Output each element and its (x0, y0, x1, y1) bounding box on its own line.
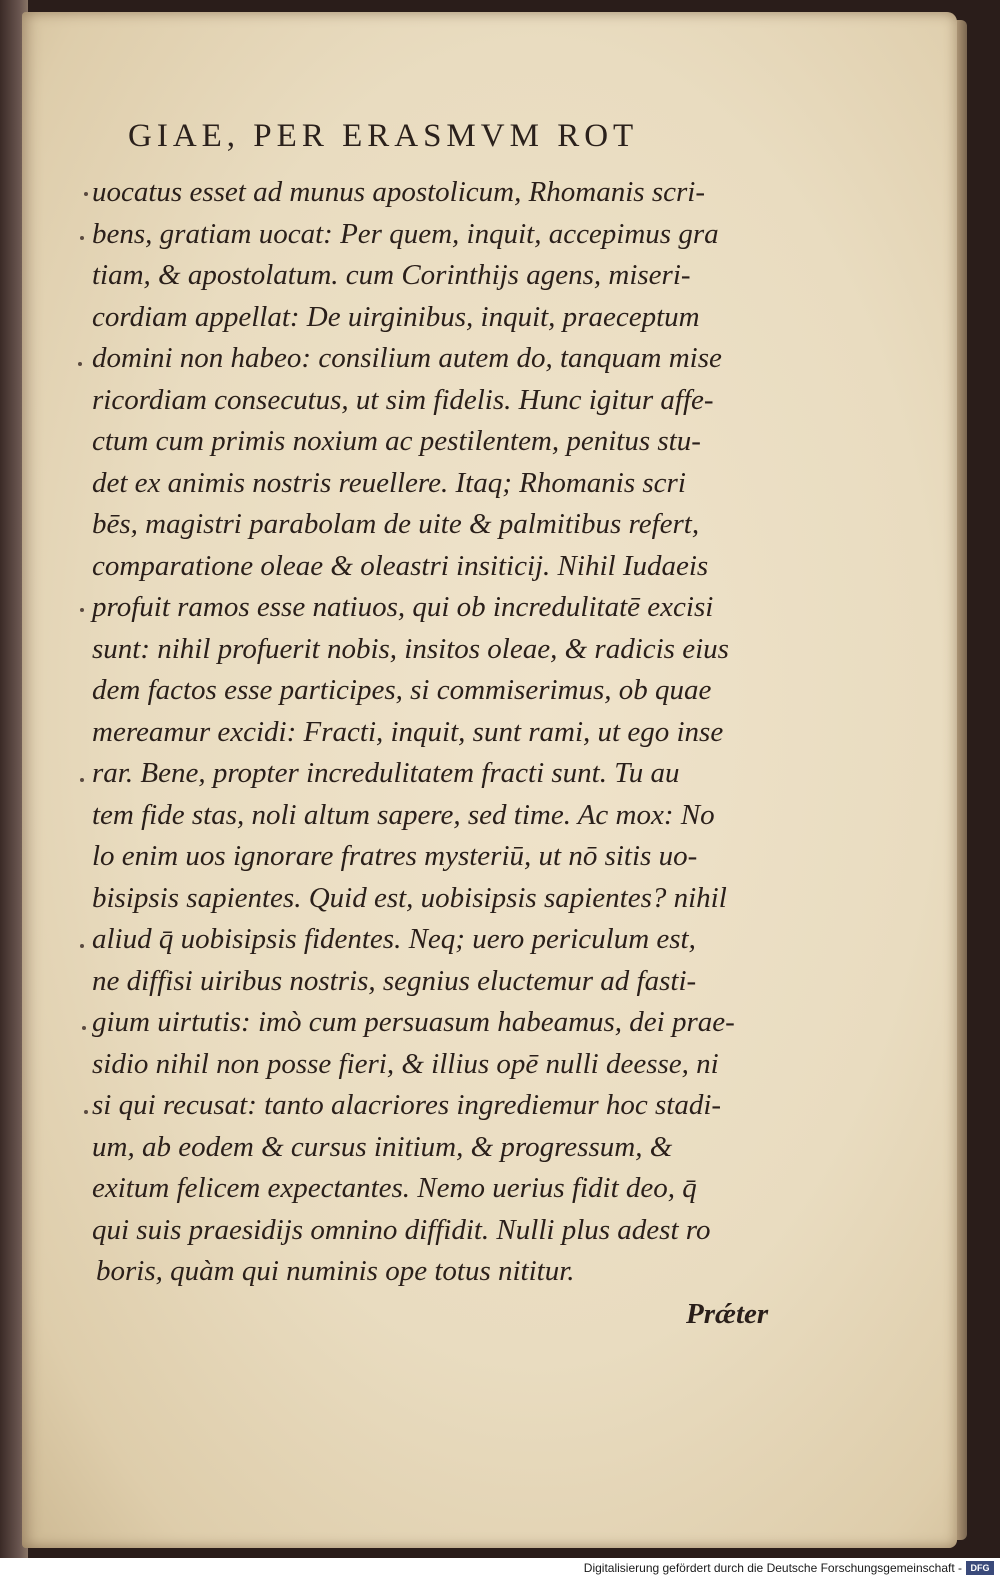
text-line: rar. Bene, propter incredulitatem fracti sunt. Tu au (92, 757, 680, 789)
text-line: si qui recusat: tanto alacriores ingrediemur hoc stadi- (92, 1089, 722, 1121)
text-line: bens, gratiam uocat: Per quem, inquit, accepimus gra (92, 217, 719, 250)
margin-mark (84, 192, 88, 196)
text-line: det ex animis nostris reuellere. Itaq; Rhomanis scri (92, 466, 686, 499)
text-line: lo enim uos ignorare fratres mysteriū, ut nō sitis uo- (92, 840, 698, 872)
body-text (92, 172, 782, 1293)
text-line: tiam, & apostolatum. cum Corinthijs agens, miseri- (92, 259, 691, 291)
text-line: dem factos esse participes, si commiserimus, ob quae (92, 674, 712, 706)
text-line: gium uirtutis: imò cum persuasum habeamus, dei prae- (92, 1006, 735, 1038)
catchword: Prǽter (686, 1298, 769, 1330)
running-head: GIAE, PER ERASMVM ROT (128, 118, 639, 154)
text-line: exitum felicem expectantes. Nemo uerius fidit deo, q̄ (92, 1172, 697, 1204)
text-line: sidio nihil non posse fieri, & illius opē nulli deesse, ni (92, 1047, 719, 1080)
text-line: bisipsis sapientes. Quid est, uobisipsis sapientes? nihil (92, 881, 727, 914)
text-line: ctum cum primis noxium ac pestilentem, penitus stu- (92, 425, 701, 457)
dfg-logo: DFG (966, 1561, 994, 1575)
funding-note: Digitalisierung gefördert durch die Deutsche Forschungsgemeinschaft - (583, 1561, 962, 1575)
margin-mark (80, 236, 84, 240)
text-line: profuit ramos esse natiuos, qui ob incredulitatē excisi (92, 591, 714, 623)
margin-mark (78, 362, 82, 366)
text-line: aliud q̄ uobisipsis fidentes. Neq; uero periculum est, (92, 923, 696, 955)
margin-mark (82, 1026, 86, 1030)
text-line: domini non habeo: consilium autem do, tanquam mise (92, 342, 722, 374)
text-line: boris, quàm qui numinis ope totus nititur. (96, 1255, 575, 1287)
text-line: mereamur excidi: Fracti, inquit, sunt rami, ut ego inse (92, 715, 724, 748)
text-line: ricordiam consecutus, ut sim fidelis. Hunc igitur affe- (92, 383, 714, 416)
text-line: cordiam appellat: De uirginibus, inquit, praeceptum (92, 300, 700, 333)
margin-mark (80, 944, 84, 948)
text-line: qui suis praesidijs omnino diffidit. Nulli plus adest ro (92, 1213, 711, 1246)
text-line: sunt: nihil profuerit nobis, insitos oleae, & radicis eius (92, 632, 729, 665)
text-line: ne diffisi uiribus nostris, segnius eluctemur ad fasti- (92, 964, 697, 997)
margin-mark (80, 608, 84, 612)
text-line: tem fide stas, noli altum sapere, sed time. Ac mox: No (92, 798, 715, 831)
text-line: comparatione oleae & oleastri insiticij. Nihil Iudaeis (92, 549, 709, 582)
text-line: bēs, magistri parabolam de uite & palmitibus refert, (92, 508, 700, 540)
footer-bar (0, 1558, 1000, 1579)
margin-mark (84, 1110, 88, 1114)
text-line: uocatus esset ad munus apostolicum, Rhomanis scri- (92, 176, 705, 208)
margin-mark (80, 778, 84, 782)
text-line: um, ab eodem & cursus initium, & progressum, & (92, 1130, 673, 1163)
